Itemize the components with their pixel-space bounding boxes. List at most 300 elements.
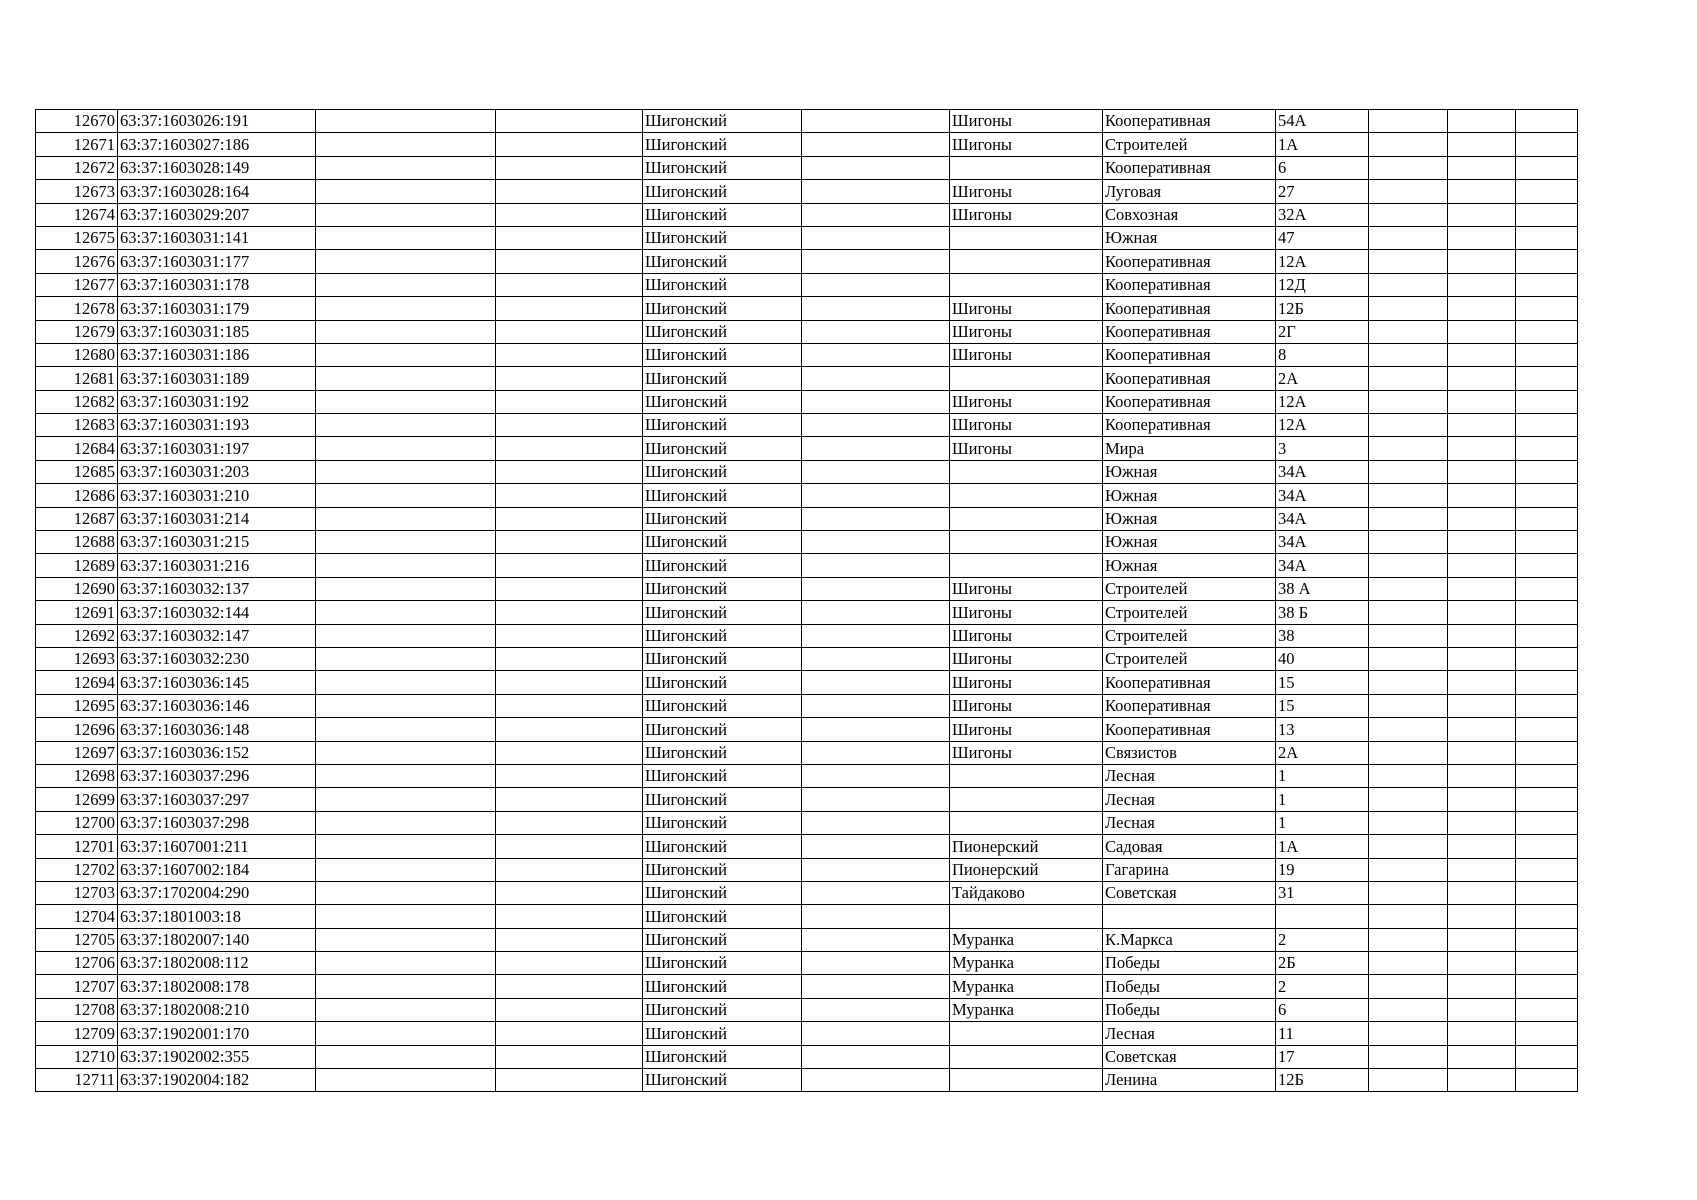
table-row <box>36 343 1578 366</box>
house-number-cell: 34А <box>1276 507 1369 530</box>
house-number-cell: 1А <box>1276 133 1369 156</box>
district-cell: Шигонский <box>643 788 802 811</box>
empty-cell <box>802 764 950 787</box>
cadastral-number-cell: 63:37:1902001:170 <box>118 1022 316 1045</box>
house-number-cell: 2 <box>1276 928 1369 951</box>
empty-cell <box>316 437 496 460</box>
cadastral-number-cell: 63:37:1603026:191 <box>118 110 316 133</box>
table-row <box>36 273 1578 296</box>
empty-cell <box>802 343 950 366</box>
street-cell <box>1103 905 1276 928</box>
empty-cell <box>1448 764 1516 787</box>
street-cell: Кооперативная <box>1103 671 1276 694</box>
street-cell: Луговая <box>1103 180 1276 203</box>
district-cell: Шигонский <box>643 203 802 226</box>
empty-cell <box>1369 460 1448 483</box>
table-row <box>36 437 1578 460</box>
street-cell: Строителей <box>1103 647 1276 670</box>
house-number-cell: 2А <box>1276 367 1369 390</box>
empty-cell <box>316 203 496 226</box>
empty-cell <box>1448 601 1516 624</box>
empty-cell <box>1369 484 1448 507</box>
cadastral-number-cell: 63:37:1801003:18 <box>118 905 316 928</box>
empty-cell <box>316 414 496 437</box>
district-cell: Шигонский <box>643 320 802 343</box>
empty-cell <box>1369 647 1448 670</box>
street-cell: Строителей <box>1103 577 1276 600</box>
empty-cell <box>1516 531 1578 554</box>
district-cell: Шигонский <box>643 1045 802 1068</box>
locality-cell: Шигоны <box>950 741 1103 764</box>
cadastral-number-cell: 63:37:1603036:146 <box>118 694 316 717</box>
cadastral-number-cell: 63:37:1603032:147 <box>118 624 316 647</box>
district-cell: Шигонский <box>643 928 802 951</box>
house-number-cell: 54А <box>1276 110 1369 133</box>
empty-cell <box>802 858 950 881</box>
house-number-cell: 12А <box>1276 390 1369 413</box>
table-row <box>36 694 1578 717</box>
empty-cell <box>1369 1069 1448 1092</box>
empty-cell <box>316 647 496 670</box>
empty-cell <box>496 905 643 928</box>
house-number-cell: 1 <box>1276 788 1369 811</box>
empty-cell <box>1516 998 1578 1021</box>
cadastral-number-cell: 63:37:1802008:210 <box>118 998 316 1021</box>
empty-cell <box>1516 484 1578 507</box>
empty-cell <box>1448 998 1516 1021</box>
locality-cell <box>950 250 1103 273</box>
empty-cell <box>1448 203 1516 226</box>
empty-cell <box>496 414 643 437</box>
empty-cell <box>496 203 643 226</box>
street-cell: Южная <box>1103 226 1276 249</box>
table-row <box>36 531 1578 554</box>
empty-cell <box>1369 881 1448 904</box>
empty-cell <box>802 226 950 249</box>
cadastral-number-cell: 63:37:1603037:297 <box>118 788 316 811</box>
row-number-cell: 12693 <box>36 647 118 670</box>
empty-cell <box>316 273 496 296</box>
empty-cell <box>316 226 496 249</box>
empty-cell <box>1369 694 1448 717</box>
locality-cell: Муранка <box>950 928 1103 951</box>
empty-cell <box>316 180 496 203</box>
row-number-cell: 12677 <box>36 273 118 296</box>
district-cell: Шигонский <box>643 273 802 296</box>
empty-cell <box>1516 133 1578 156</box>
empty-cell <box>1369 437 1448 460</box>
district-cell: Шигонский <box>643 577 802 600</box>
empty-cell <box>316 694 496 717</box>
table-row <box>36 788 1578 811</box>
row-number-cell: 12695 <box>36 694 118 717</box>
locality-cell: Тайдаково <box>950 881 1103 904</box>
empty-cell <box>1516 694 1578 717</box>
empty-cell <box>802 647 950 670</box>
house-number-cell <box>1276 905 1369 928</box>
empty-cell <box>1369 835 1448 858</box>
empty-cell <box>316 554 496 577</box>
street-cell: Совхозная <box>1103 203 1276 226</box>
empty-cell <box>1369 507 1448 530</box>
empty-cell <box>1516 460 1578 483</box>
empty-cell <box>1369 367 1448 390</box>
locality-cell: Шигоны <box>950 180 1103 203</box>
empty-cell <box>802 671 950 694</box>
empty-cell <box>802 1022 950 1045</box>
row-number-cell: 12689 <box>36 554 118 577</box>
cadastral-number-cell: 63:37:1603032:137 <box>118 577 316 600</box>
house-number-cell: 12Б <box>1276 1069 1369 1092</box>
cadastral-number-cell: 63:37:1603036:152 <box>118 741 316 764</box>
house-number-cell: 8 <box>1276 343 1369 366</box>
table-row <box>36 881 1578 904</box>
street-cell: Победы <box>1103 952 1276 975</box>
row-number-cell: 12680 <box>36 343 118 366</box>
cadastral-number-cell: 63:37:1702004:290 <box>118 881 316 904</box>
table-row <box>36 250 1578 273</box>
empty-cell <box>1369 156 1448 179</box>
cadastral-number-cell: 63:37:1603032:230 <box>118 647 316 670</box>
cadastral-number-cell: 63:37:1603031:189 <box>118 367 316 390</box>
locality-cell: Пионерский <box>950 835 1103 858</box>
house-number-cell: 15 <box>1276 671 1369 694</box>
empty-cell <box>1369 297 1448 320</box>
cadastral-number-cell: 63:37:1603031:141 <box>118 226 316 249</box>
district-cell: Шигонский <box>643 180 802 203</box>
street-cell: Строителей <box>1103 601 1276 624</box>
empty-cell <box>496 1069 643 1092</box>
cadastral-number-cell: 63:37:1607001:211 <box>118 835 316 858</box>
row-number-cell: 12674 <box>36 203 118 226</box>
empty-cell <box>802 835 950 858</box>
empty-cell <box>1448 414 1516 437</box>
empty-cell <box>1369 414 1448 437</box>
empty-cell <box>496 531 643 554</box>
row-number-cell: 12694 <box>36 671 118 694</box>
street-cell: Кооперативная <box>1103 367 1276 390</box>
empty-cell <box>316 507 496 530</box>
table-row <box>36 414 1578 437</box>
district-cell: Шигонский <box>643 414 802 437</box>
empty-cell <box>802 460 950 483</box>
empty-cell <box>496 952 643 975</box>
empty-cell <box>316 460 496 483</box>
street-cell: Связистов <box>1103 741 1276 764</box>
cadastral-number-cell: 63:37:1802007:140 <box>118 928 316 951</box>
table-row <box>36 390 1578 413</box>
empty-cell <box>802 180 950 203</box>
empty-cell <box>1448 226 1516 249</box>
empty-cell <box>1516 718 1578 741</box>
empty-cell <box>802 297 950 320</box>
row-number-cell: 12701 <box>36 835 118 858</box>
empty-cell <box>1369 998 1448 1021</box>
empty-cell <box>1448 484 1516 507</box>
empty-cell <box>802 437 950 460</box>
table-row <box>36 460 1578 483</box>
row-number-cell: 12670 <box>36 110 118 133</box>
table-row <box>36 975 1578 998</box>
table-row <box>36 624 1578 647</box>
empty-cell <box>1448 624 1516 647</box>
empty-cell <box>1448 554 1516 577</box>
locality-cell: Шигоны <box>950 203 1103 226</box>
empty-cell <box>1448 718 1516 741</box>
empty-cell <box>1448 156 1516 179</box>
street-cell: Ленина <box>1103 1069 1276 1092</box>
empty-cell <box>316 741 496 764</box>
row-number-cell: 12688 <box>36 531 118 554</box>
street-cell: Южная <box>1103 554 1276 577</box>
district-cell: Шигонский <box>643 250 802 273</box>
cadastral-number-cell: 63:37:1603031:186 <box>118 343 316 366</box>
empty-cell <box>1369 110 1448 133</box>
house-number-cell: 34А <box>1276 460 1369 483</box>
row-number-cell: 12673 <box>36 180 118 203</box>
empty-cell <box>496 858 643 881</box>
empty-cell <box>316 881 496 904</box>
locality-cell: Шигоны <box>950 601 1103 624</box>
district-cell: Шигонский <box>643 835 802 858</box>
district-cell: Шигонский <box>643 601 802 624</box>
empty-cell <box>1369 180 1448 203</box>
empty-cell <box>316 858 496 881</box>
district-cell: Шигонский <box>643 484 802 507</box>
locality-cell: Шигоны <box>950 624 1103 647</box>
district-cell: Шигонский <box>643 998 802 1021</box>
cadastral-number-cell: 63:37:1802008:112 <box>118 952 316 975</box>
row-number-cell: 12675 <box>36 226 118 249</box>
house-number-cell: 40 <box>1276 647 1369 670</box>
empty-cell <box>1448 905 1516 928</box>
house-number-cell: 47 <box>1276 226 1369 249</box>
locality-cell <box>950 226 1103 249</box>
empty-cell <box>316 320 496 343</box>
empty-cell <box>316 788 496 811</box>
empty-cell <box>1516 741 1578 764</box>
empty-cell <box>1448 250 1516 273</box>
empty-cell <box>316 905 496 928</box>
district-cell: Шигонский <box>643 1069 802 1092</box>
locality-cell: Шигоны <box>950 110 1103 133</box>
empty-cell <box>496 180 643 203</box>
locality-cell: Шигоны <box>950 671 1103 694</box>
empty-cell <box>1369 718 1448 741</box>
empty-cell <box>496 671 643 694</box>
table-row <box>36 928 1578 951</box>
street-cell: Кооперативная <box>1103 414 1276 437</box>
empty-cell <box>802 975 950 998</box>
empty-cell <box>496 577 643 600</box>
empty-cell <box>496 788 643 811</box>
cadastral-number-cell: 63:37:1603036:148 <box>118 718 316 741</box>
empty-cell <box>1369 273 1448 296</box>
empty-cell <box>316 998 496 1021</box>
empty-cell <box>1516 180 1578 203</box>
empty-cell <box>1448 741 1516 764</box>
empty-cell <box>1516 881 1578 904</box>
empty-cell <box>496 437 643 460</box>
cadastral-number-cell: 63:37:1603031:203 <box>118 460 316 483</box>
empty-cell <box>316 764 496 787</box>
empty-cell <box>316 624 496 647</box>
street-cell: Южная <box>1103 484 1276 507</box>
table-row <box>36 133 1578 156</box>
cadastral-number-cell: 63:37:1603031:214 <box>118 507 316 530</box>
empty-cell <box>496 250 643 273</box>
district-cell: Шигонский <box>643 133 802 156</box>
cadastral-number-cell: 63:37:1603031:210 <box>118 484 316 507</box>
empty-cell <box>1369 671 1448 694</box>
row-number-cell: 12682 <box>36 390 118 413</box>
street-cell: Кооперативная <box>1103 343 1276 366</box>
table-row <box>36 764 1578 787</box>
locality-cell <box>950 554 1103 577</box>
empty-cell <box>496 1045 643 1068</box>
empty-cell <box>316 484 496 507</box>
table-body <box>36 110 1578 1092</box>
house-number-cell: 31 <box>1276 881 1369 904</box>
district-cell: Шигонский <box>643 1022 802 1045</box>
empty-cell <box>802 484 950 507</box>
table-row <box>36 647 1578 670</box>
street-cell: Кооперативная <box>1103 390 1276 413</box>
empty-cell <box>1448 460 1516 483</box>
cadastral-number-cell: 63:37:1802008:178 <box>118 975 316 998</box>
empty-cell <box>1448 835 1516 858</box>
empty-cell <box>802 788 950 811</box>
cadastral-number-cell: 63:37:1603031:185 <box>118 320 316 343</box>
empty-cell <box>1516 1069 1578 1092</box>
empty-cell <box>496 460 643 483</box>
cadastral-number-cell: 63:37:1603031:177 <box>118 250 316 273</box>
empty-cell <box>496 1022 643 1045</box>
house-number-cell: 6 <box>1276 998 1369 1021</box>
district-cell: Шигонский <box>643 741 802 764</box>
empty-cell <box>496 484 643 507</box>
empty-cell <box>316 1022 496 1045</box>
empty-cell <box>1516 975 1578 998</box>
empty-cell <box>802 624 950 647</box>
empty-cell <box>316 601 496 624</box>
empty-cell <box>316 835 496 858</box>
row-number-cell: 12683 <box>36 414 118 437</box>
district-cell: Шигонский <box>643 367 802 390</box>
empty-cell <box>1448 694 1516 717</box>
empty-cell <box>1448 1022 1516 1045</box>
empty-cell <box>496 928 643 951</box>
empty-cell <box>802 507 950 530</box>
empty-cell <box>1448 367 1516 390</box>
property-registry-table <box>35 109 1578 1092</box>
street-cell: Кооперативная <box>1103 694 1276 717</box>
empty-cell <box>1516 647 1578 670</box>
district-cell: Шигонский <box>643 764 802 787</box>
table-row <box>36 203 1578 226</box>
table-row <box>36 110 1578 133</box>
cadastral-number-cell: 63:37:1607002:184 <box>118 858 316 881</box>
empty-cell <box>802 718 950 741</box>
locality-cell <box>950 1045 1103 1068</box>
empty-cell <box>1516 671 1578 694</box>
empty-cell <box>802 811 950 834</box>
table-row <box>36 601 1578 624</box>
empty-cell <box>496 811 643 834</box>
empty-cell <box>316 975 496 998</box>
empty-cell <box>1448 811 1516 834</box>
empty-cell <box>802 577 950 600</box>
district-cell: Шигонский <box>643 694 802 717</box>
empty-cell <box>1516 273 1578 296</box>
empty-cell <box>1516 320 1578 343</box>
street-cell: Южная <box>1103 531 1276 554</box>
empty-cell <box>1448 881 1516 904</box>
empty-cell <box>802 156 950 179</box>
house-number-cell: 38 <box>1276 624 1369 647</box>
empty-cell <box>316 952 496 975</box>
empty-cell <box>1369 1022 1448 1045</box>
empty-cell <box>496 554 643 577</box>
district-cell: Шигонский <box>643 975 802 998</box>
empty-cell <box>1448 320 1516 343</box>
table-row <box>36 484 1578 507</box>
row-number-cell: 12710 <box>36 1045 118 1068</box>
table-row <box>36 835 1578 858</box>
empty-cell <box>1516 624 1578 647</box>
empty-cell <box>1448 343 1516 366</box>
empty-cell <box>1516 437 1578 460</box>
street-cell: Лесная <box>1103 788 1276 811</box>
empty-cell <box>496 647 643 670</box>
empty-cell <box>802 110 950 133</box>
empty-cell <box>802 367 950 390</box>
street-cell: Победы <box>1103 975 1276 998</box>
empty-cell <box>1516 554 1578 577</box>
cadastral-number-cell: 63:37:1603029:207 <box>118 203 316 226</box>
district-cell: Шигонский <box>643 297 802 320</box>
empty-cell <box>1369 811 1448 834</box>
empty-cell <box>802 905 950 928</box>
table-row <box>36 577 1578 600</box>
empty-cell <box>1448 110 1516 133</box>
street-cell: Советская <box>1103 1045 1276 1068</box>
empty-cell <box>496 390 643 413</box>
empty-cell <box>1516 297 1578 320</box>
row-number-cell: 12685 <box>36 460 118 483</box>
empty-cell <box>1516 250 1578 273</box>
empty-cell <box>496 133 643 156</box>
locality-cell: Пионерский <box>950 858 1103 881</box>
district-cell: Шигонский <box>643 905 802 928</box>
empty-cell <box>802 741 950 764</box>
empty-cell <box>1448 507 1516 530</box>
street-cell: Победы <box>1103 998 1276 1021</box>
street-cell: Кооперативная <box>1103 718 1276 741</box>
street-cell: Кооперативная <box>1103 273 1276 296</box>
table-row <box>36 554 1578 577</box>
street-cell: Строителей <box>1103 133 1276 156</box>
table-row <box>36 858 1578 881</box>
empty-cell <box>496 507 643 530</box>
locality-cell <box>950 1069 1103 1092</box>
empty-cell <box>496 110 643 133</box>
row-number-cell: 12678 <box>36 297 118 320</box>
empty-cell <box>316 390 496 413</box>
house-number-cell: 32А <box>1276 203 1369 226</box>
row-number-cell: 12697 <box>36 741 118 764</box>
district-cell: Шигонский <box>643 858 802 881</box>
